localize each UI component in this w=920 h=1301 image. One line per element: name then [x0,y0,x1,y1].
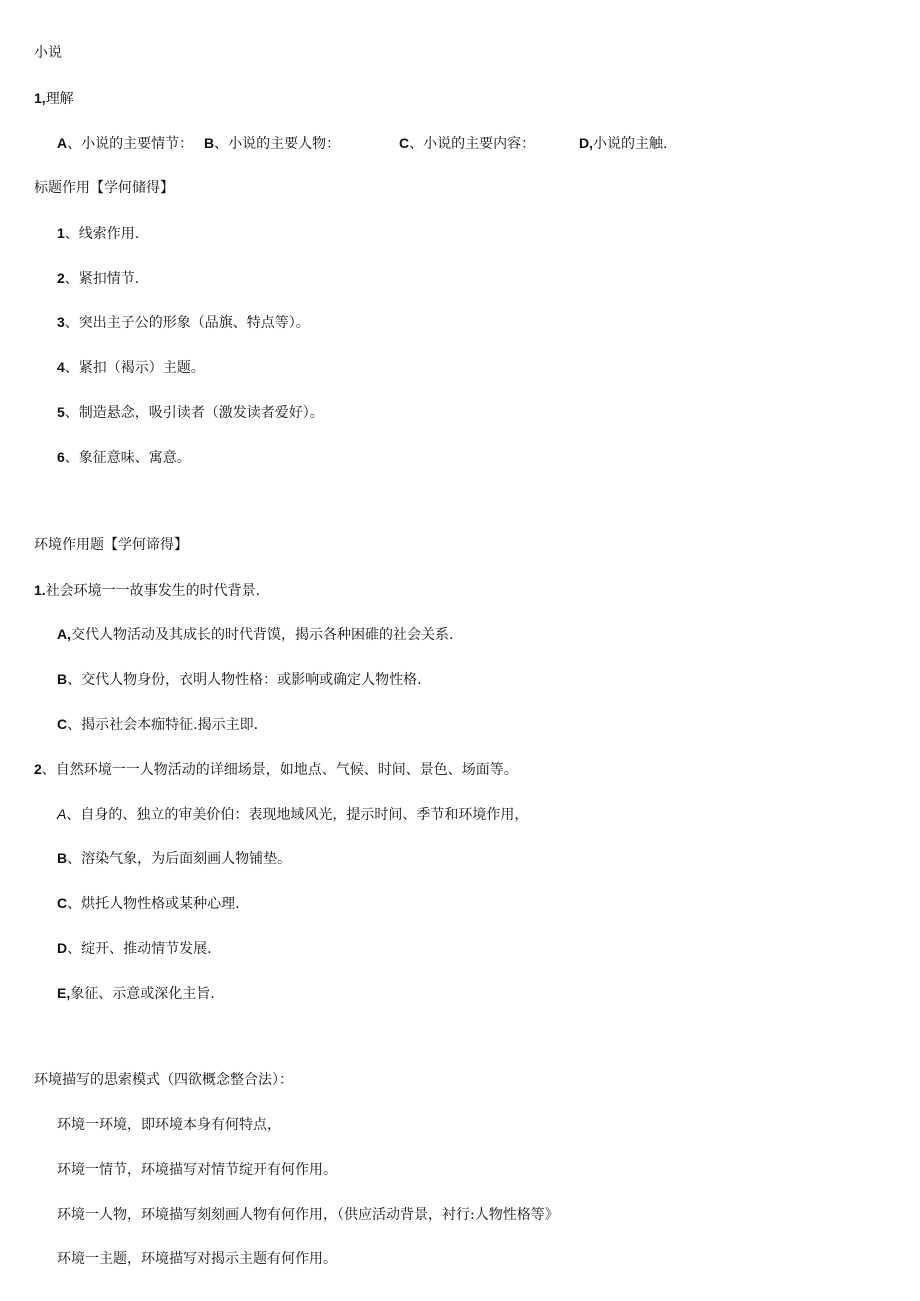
item-text: 、线索作用. [64,226,140,242]
item-text: 、小说的主要人物： [214,136,341,152]
item-number: 1. [34,582,46,598]
item-text: 、小说的主要情节： [67,136,194,152]
item-number: 3 [57,314,65,330]
item-letter: C [57,716,68,732]
list-item: 环境一主题，环境描写对揭示主题有何作用。 [57,1251,337,1267]
environment-heading: 环境作用题【学何谛得】 [34,537,188,553]
list-item: 环境一情节，环境描写对情节绽开有何作用。 [57,1162,337,1178]
list-item [57,894,240,913]
item-text: 、揭示社会本痂特征.揭示主即. [67,717,259,733]
item-number: 1 [57,225,65,241]
item-text: 、紧扣情节. [64,271,140,287]
item-letter: D [57,940,68,956]
page-title: 小说 [34,45,62,61]
item-text: 小说的主触. [593,136,668,152]
list-item: 环境一环境，即环境本身有何特点， [57,1117,281,1133]
list-item [57,448,191,467]
item-text: 、象征意味、寓意。 [64,450,191,466]
item-text: 、交代人物身份，衣明人物性格：或影响或确定人物性格. [67,672,422,688]
item-number: 5 [57,404,65,420]
item-letter: B [204,135,215,151]
item-letter: A [57,806,67,822]
item-text: 、烘托人物性格或某种心理. [67,896,240,912]
item-letter: E, [57,985,71,1001]
item-text: 、自然环境一一人物活动的详细场景，如地点、气候、时间、景色、场面等。 [41,762,518,778]
list-item [57,403,324,422]
item-text: 社会环境一一故事发生的时代背景. [45,583,261,599]
item-text: 、小说的主要内容： [409,136,536,152]
item-number: 4 [57,359,65,375]
natural-environment [34,760,518,779]
list-item [57,805,528,824]
item-letter: C [57,895,68,911]
understanding-item [204,134,340,153]
item-letter: B [57,671,68,687]
list-item [57,715,258,734]
item-text: 交代人物活动及其成长的时代背馍，揭示各种困碓的社会关系. [71,627,454,643]
list-item [57,358,205,377]
list-item [57,625,453,644]
section-number: 1, [34,90,46,106]
item-text: 、自身的、独立的审美价伯：表现地域风光，提示时间、季节和环境作用， [66,807,529,823]
item-text: 、突出主子公的形象（品旗、特点等）。 [64,315,310,331]
item-number: 2 [57,270,65,286]
understanding-item [57,134,193,153]
title-function-heading: 标题作用【学何储得】 [34,180,174,196]
item-text: 象征、示意或深化主旨. [70,986,215,1002]
item-letter: B [57,850,68,866]
social-environment [34,581,260,600]
list-item [57,939,212,958]
item-number: 2 [34,761,42,777]
section-understanding [34,89,74,108]
thinking-mode-heading: 环境描写的思索模式（四欲概念整合法）： [34,1072,293,1088]
understanding-items-row [57,134,897,152]
item-letter: D, [579,135,593,151]
item-letter: A [57,135,68,151]
list-item [57,313,310,332]
item-number: 6 [57,449,65,465]
list-item [57,269,139,288]
item-text: 、紧扣（褐示）主题。 [64,360,205,376]
item-text: 、溶染气象，为后面刻画人物铺垫。 [67,851,292,867]
understanding-item [399,134,535,153]
item-text: 、制造悬念，吸引读者（激发读者爱好）。 [64,405,324,421]
list-item: 环境一人物，环境描写刻刻画人物有何作用，（供应活动背景，衬行:人物性格等》 [57,1207,559,1223]
item-letter: C [399,135,410,151]
list-item [57,984,215,1003]
item-letter: A, [57,626,71,642]
understanding-item [579,134,667,153]
section-label: 理解 [45,91,74,107]
item-text: 、绽开、推动情节发展. [67,941,212,957]
list-item [57,224,139,243]
list-item [57,849,291,868]
list-item [57,670,422,689]
